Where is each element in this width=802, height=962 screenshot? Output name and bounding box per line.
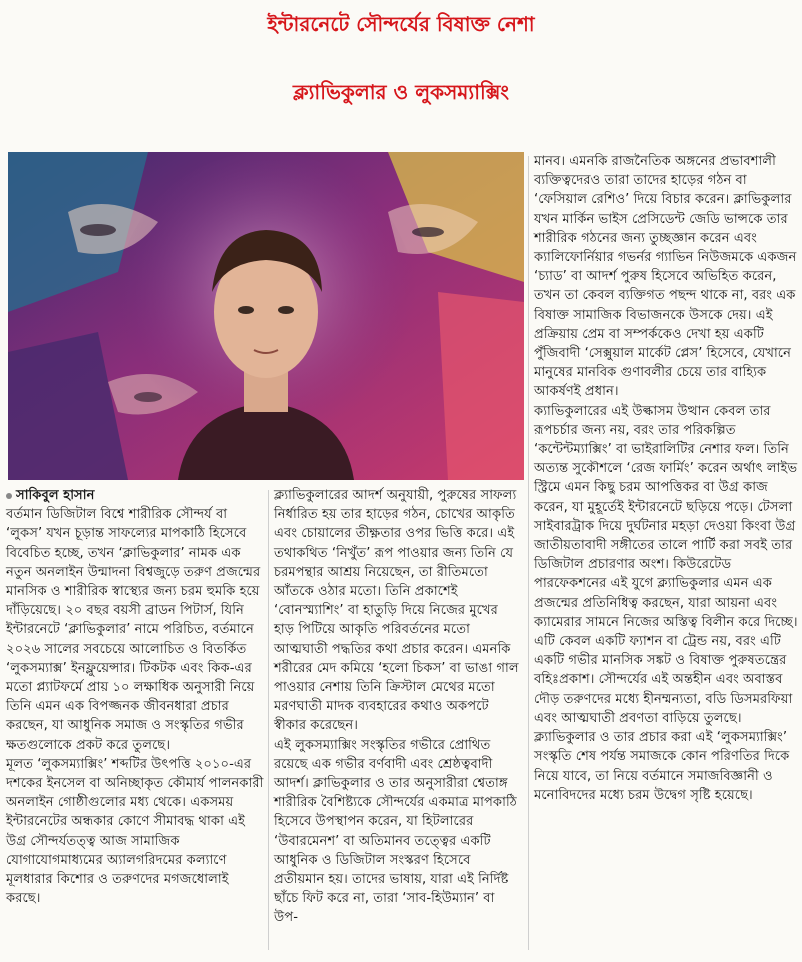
column-3	[534, 152, 798, 805]
bullet-icon	[6, 493, 12, 499]
paragraph: মূলত ‘লুকসম্যাক্সিং’ শব্দটির উৎপত্তি ২০১০-এর দশকের ইনসেল বা অনিচ্ছাকৃত কৌমার্য পালনকারী অনলাইন গোষ্ঠীগুলোর মধ্য থেকে। একসময় ইন্টারনেটের অন্ধকার কোণে সীমাবদ্ধ থাকা এই উগ্র সৌন্দর্যতত্ত্ব আজ সামাজিক যোগাযোগমাধ্যমের অ্যালগরিদমের কল্যাণে মূলধারার কিশোর ও তরুণদের মগজধোলাই করছে।	[6, 756, 264, 907]
paragraph: এই লুকসম্যাক্সিং সংস্কৃতির গভীরে প্রোথিত রয়েছে এক গভীর বর্ণবাদী এবং শ্রেষ্ঠত্ববাদী আদর্শ। ক্লাভিকুলার ও তার অনুসারীরা শ্বেতাঙ্গ শারীরিক বৈশিষ্ট্যকে সৌন্দর্যের একমাত্র মাপকাঠি হিসেবে উপস্থাপন করেন, যা হিটলারের ‘উবারমেনশ’ বা অতিমানব তত্ত্বের একটি আধুনিক ও ডিজিটাল সংস্করণ হিসেবে প্রতীয়মান হয়। তাদের ভাষায়, যারা এই নির্দিষ্ট ছাঁচে ফিট করে না, তারা ‘সাব-হিউম্যান’ বা উপ-	[274, 737, 517, 926]
headline-line-1: ইন্টারনেটে সৌন্দর্যের বিষাক্ত নেশা	[267, 12, 535, 36]
paragraph: বর্তমান ডিজিটাল বিশ্বে শারীরিক সৌন্দর্য বা ‘লুকস’ যখন চূড়ান্ত সাফল্যের মাপকাঠি হিসেবে বিবেচিত হচ্ছে, তখন ‘ক্লাভিকুলার’ নামক এক নতুন অনলাইন উন্মাদনা বিশ্বজুড়ে তরুণ প্রজন্মের মানসিক ও শারীরিক স্বাস্থ্যের জন্য চরম হুমকি হয়ে দাঁড়িয়েছে। ২০ বছর বয়সী ব্রাডন পিটার্স, যিনি ইন্টারনেটে ‘ক্লাভিকুলার’ নামে পরিচিত, বর্তমানে ২০২৬ সালের সবচেয়ে আলোচিত ও বিতর্কিত ‘লুকসম্যাক্স’ ইনফ্লুয়েন্সার। টিকটক এবং কিক-এর মতো প্ল্যাটফর্মে প্রায় ১০ লক্ষাধিক অনুসারী নিয়ে তিনি এমন এক বিপজ্জনক জীবনধারা প্রচার করছেন, যা আধুনিক সমাজ ও সংস্কৃতির গভীর ক্ষতগুলোকে প্রকট করে তুলছে।	[6, 507, 261, 753]
headline	[0, 0, 802, 148]
author-name: সাকিবুল হাসান	[16, 488, 95, 503]
paragraph: ক্যাভিকুলারের এই উল্কাসম উত্থান কেবল তার রূপচর্চার জন্য নয়, বরং তার পরিকল্পিত ‘কন্টেন্টম্যাক্সিং’ বা ভাইরালিটির নেশার ফল। তিনি অত্যন্ত সুকৌশলে ‘রেজ ফার্মিং’ করেন অর্থাৎ লাইভ স্ট্রিমে এমন কিছু চরম আপত্তিকর বা উগ্র কাজ করেন, যা মুহূর্তেই ইন্টারনেটে ছড়িয়ে পড়ে। টেসলা সাইবারট্রাক দিয়ে দুর্ঘটনার মহড়া দেওয়া কিংবা উগ্র জাতীয়তাবাদী সঙ্গীতের তালে পার্টি করা সবই তার ডিজিটাল প্রচারণার অংশ। কিউরেটেড পারফেকশনের এই যুগে ক্ল্যাভিকুলার এমন এক প্রজন্মের প্রতিনিধিত্ব করছেন, যারা আয়না এবং ক্যামেরার সামনে নিজের অস্তিত্ব বিলীন করে দিচ্ছে। এটি কেবল একটি ফ্যাশন বা ট্রেন্ড নয়, বরং এটি একটি গভীর মানসিক সঙ্কট ও বিষাক্ত পুরুষতন্ত্রের বহিঃপ্রকাশ। সৌন্দর্যের এই অন্তহীন এবং অবাস্তব দৌড় তরুণদের মধ্যে হীনম্মন্যতা, বডি ডিসমরফিয়া এবং আত্মঘাতী প্রবণতা বাড়িয়ে তুলছে। ক্ল্যাভিকুলার ও তার প্রচার করা এই ‘লুকসম্যাক্সিং’ সংস্কৃতি শেষ পর্যন্ত সমাজকে কোন পরিণতির দিকে নিয়ে যাবে, তা নিয়ে বর্তমানে সমাজবিজ্ঞানী ও মনোবিদদের মধ্যে চরম উদ্বেগ সৃষ্টি হয়েছে।	[534, 403, 798, 803]
byline	[6, 486, 264, 505]
column-divider-2	[528, 156, 529, 950]
column-1	[6, 486, 264, 908]
headline-line-2: ক্ল্যাভিকুলার ও লুকসম্যাক্সিং	[292, 80, 510, 104]
paragraph: মানব। এমনকি রাজনৈতিক অঙ্গনের প্রভাবশালী ব্যক্তিত্বদেরও তারা তাদের হাড়ের গঠন বা ‘ফেসিয়াল রেশিও’ দিয়ে বিচার করেন। ক্লাভিকুলার যখন মার্কিন ভাইস প্রেসিডেন্ট জেডি ভান্সকে তার শারীরিক গঠনের জন্য তুচ্ছজ্ঞান করেন এবং ক্যালিফোর্নিয়ার গভর্নর গ্যাভিন নিউজমকে একজন ‘চ্যাড’ বা আদর্শ পুরুষ হিসেবে অভিহিত করেন, তখন তা কেবল ব্যক্তিগত পছন্দ থাকে না, বরং এক বিষাক্ত সামাজিক বিভাজনকে উসকে দেয়। এই প্রক্রিয়ায় প্রেম বা সম্পর্ককেও দেখা হয় একটি পুঁজিবাদী ‘সেক্সুয়াল মার্কেট প্লেস’ হিসেবে, যেখানে মানুষের মানবিক গুণাবলীর চেয়ে তার বাহ্যিক আকর্ষণই প্রধান।	[534, 154, 797, 400]
column-2	[274, 486, 522, 928]
portrait-collage-icon	[8, 152, 524, 480]
paragraph: ক্ল্যাভিকুলারের আদর্শ অনুযায়ী, পুরুষের সাফল্য নির্ধারিত হয় তার হাড়ের গঠন, চোখের আকৃতি এবং চোয়ালের তীক্ষ্ণতার ওপর ভিত্তি করে। এই তথাকথিত ‘নিখুঁত’ রূপ পাওয়ার জন্য তিনি যে চরমপন্থার আশ্রয় নিয়েছেন, তা রীতিমতো আঁতকে ওঠার মতো। তিনি প্রকাশেই ‘বোনস্ম্যাশিং’ বা হাতুড়ি দিয়ে নিজের মুখের হাড় পিটিয়ে আকৃতি পরিবর্তনের মতো আত্মঘাতী পদ্ধতির কথা প্রচার করেন। এমনকি শরীরের মেদ কমিয়ে ‘হলো চিকস’ বা ভাঙা গাল পাওয়ার নেশায় তিনি ক্রিস্টাল মেথের মতো মরণঘাতী মাদক ব্যবহারের কথাও অকপটে স্বীকার করেছেন।	[274, 488, 519, 734]
feature-photo	[8, 152, 524, 480]
column-divider-1	[268, 490, 269, 950]
